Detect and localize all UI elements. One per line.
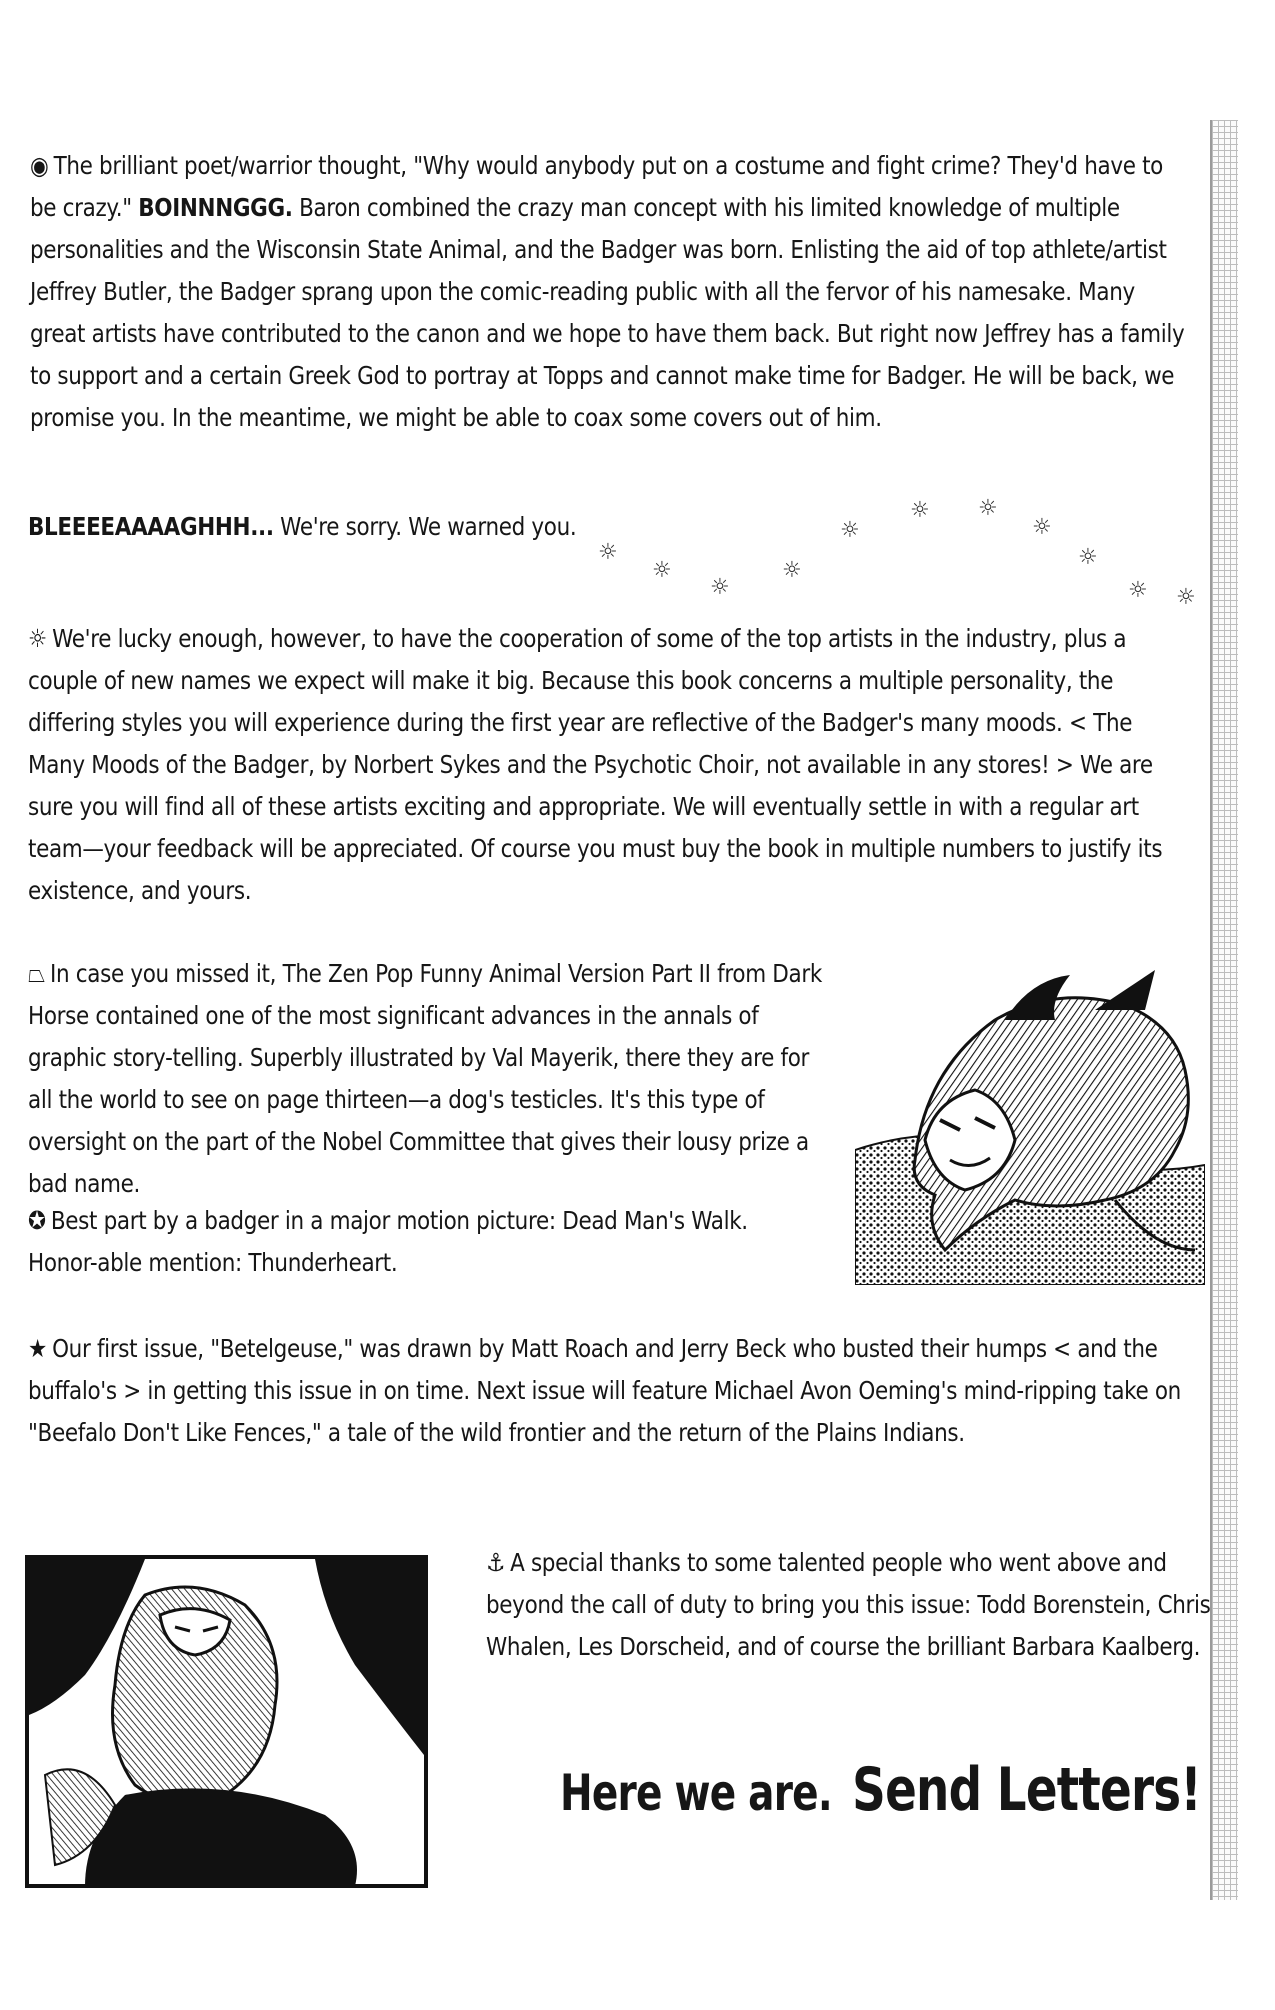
paragraph-first-issue <box>28 1328 1189 1454</box>
sun-icon: ☼ <box>598 540 618 565</box>
sun-icon: ☼ <box>1078 545 1098 570</box>
bullet-target-icon: ◉ <box>30 151 49 180</box>
sun-icon: ☼ <box>910 498 930 523</box>
paragraph-zen-pop-text: In case you missed it, The Zen Pop Funny Animal Version Part II from Dark Horse contained one of the most significant advances in the annals of graphic story-telling. Superbly illustrated by Val Mayerik, there they are for all the world to see on page thirteen—a dog's testicles. It's this type of oversight on the part of the Nobel Committee that gives their lousy prize a bad name. <box>28 959 822 1198</box>
paragraph-origin-text-rest: Baron combined the crazy man concept with his limited knowledge of multiple personalities and the Wisconsin State Animal, and the Badger was born. Enlisting the aid of top athlete/artist Jeffrey Butler, the Badger sprang upon the comic-reading public with all the fervor of his namesake. Many great artists have contributed to the canon and we hope to have them back. But right now Jeffrey has a family to support and a certain Greek God to portray at Topps and cannot make time for Badger. He will be back, we promise you. In the meantime, we might be able to coax some covers out of him. <box>30 193 1185 432</box>
paragraph-thanks-text: A special thanks to some talented people who went above and beyond the call of duty to bring you this issue: Todd Borenstein, Chris Whalen, Les Dorscheid, and of course the brilliant Barbara Kaalberg. <box>486 1548 1211 1661</box>
hero-illustration <box>25 1555 428 1888</box>
sun-icon: ☼ <box>1032 515 1052 540</box>
paragraph-thanks <box>486 1542 1239 1668</box>
send-letters-signoff <box>560 1755 1201 1825</box>
badger-illustration <box>855 950 1205 1285</box>
hanger-icon: ⏢ <box>28 959 45 988</box>
sound-effect-bleah: BLEEEEAAAAGHHH... <box>28 512 274 541</box>
paragraph-origin-text: The brilliant poet/warrior thought, "Why would anybody put on a costume and fight crime? They'd have to be crazy." <box>30 151 1163 222</box>
signoff-here-we-are: Here we are. <box>560 1764 832 1822</box>
paragraph-artists-text: We're lucky enough, however, to have the cooperation of some of the top artists in the industry, plus a couple of new names we expect will make it big. Because this book concerns a multiple personality, the differing styles you will experience during the first year are reflective of the Badger's many moods. < The Many Moods of the Badger, by Norbert Sykes and the Psychotic Choir, not available in any stores! > We are sure you will find all of these artists exciting and appropriate. We will eventually settle in with a regular art team—your feedback will be appreciated. Of course you must buy the book in multiple numbers to justify its existence, and yours. <box>28 624 1163 905</box>
sun-icon: ☼ <box>840 518 860 543</box>
sun-icon: ☼ <box>710 575 730 600</box>
paragraph-best-part <box>28 1200 824 1284</box>
star-icon: ★ <box>28 1334 47 1363</box>
sun-icon: ☼ <box>978 496 998 521</box>
anchor-icon: ⚓ <box>486 1548 505 1577</box>
sun-icon: ☼ <box>1176 585 1196 610</box>
paragraph-artists <box>28 618 1189 912</box>
sun-icon: ☼ <box>1128 578 1148 603</box>
star-circle-icon: ✪ <box>28 1206 46 1235</box>
signoff-send-letters: Send Letters! <box>852 1755 1201 1825</box>
paragraph-bleah <box>28 506 630 548</box>
paragraph-best-part-text: Best part by a badger in a major motion picture: Dead Man's Walk. Honor-able mention: Thunderheart. <box>28 1206 748 1277</box>
paragraph-first-issue-text: Our first issue, "Betelgeuse," was drawn by Matt Roach and Jerry Beck who busted their humps < and the buffalo's > in getting this issue in on time. Next issue will feature Michael Avon Oeming's mind-ripping take on "Beefalo Don't Like Fences," a tale of the wild frontier and the return of the Plains Indians. <box>28 1334 1181 1447</box>
sound-effect-boing: BOINNNGGG. <box>138 193 293 222</box>
sun-icon: ☼ <box>652 558 672 583</box>
paragraph-origin <box>30 145 1191 439</box>
paragraph-zen-pop <box>28 953 836 1205</box>
sun-icon: ☼ <box>782 558 802 583</box>
sun-bullet-icon: ☼ <box>28 624 47 653</box>
paragraph-bleah-text: We're sorry. We warned you. <box>280 512 577 541</box>
